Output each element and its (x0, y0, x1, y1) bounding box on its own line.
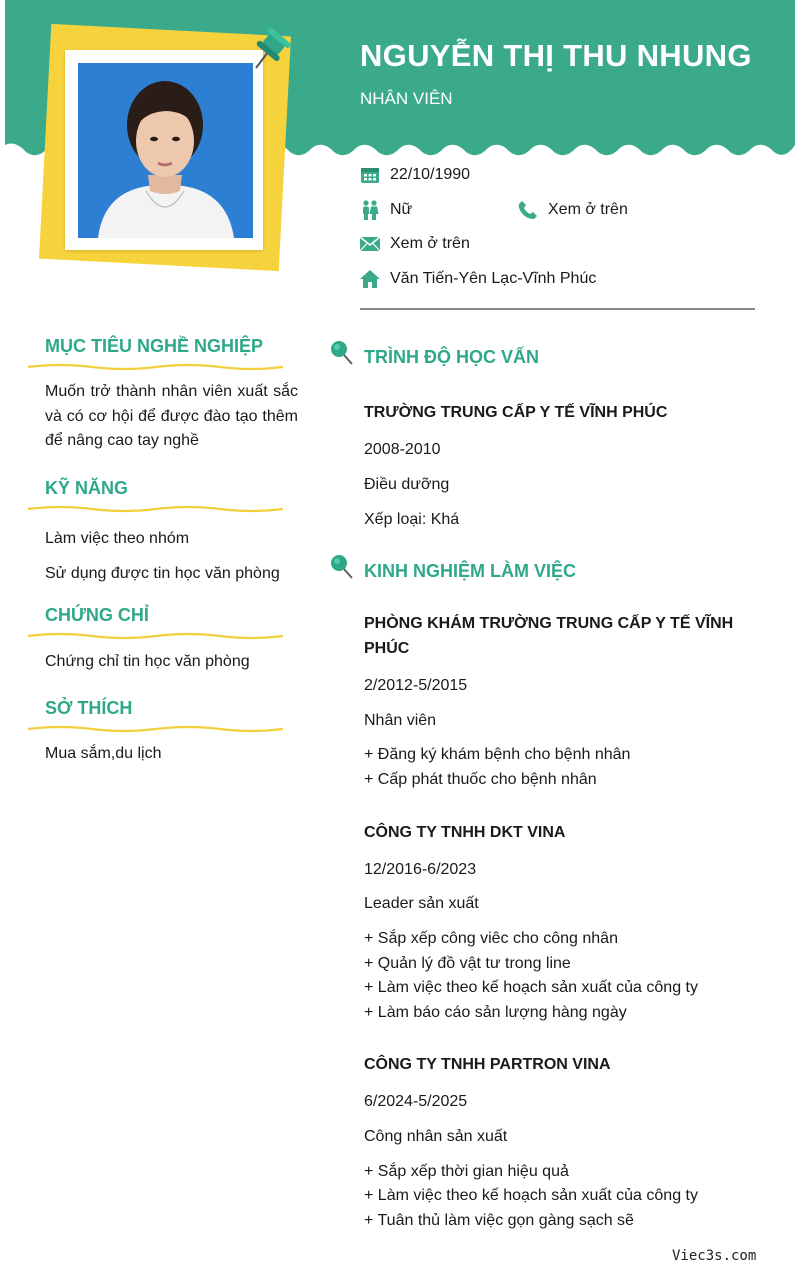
skill-item: Làm việc theo nhóm (45, 530, 190, 547)
watermark-footer: Viec3s.com (672, 1248, 757, 1264)
skills-heading: KỸ NĂNG (45, 478, 129, 498)
candidate-position: NHÂN VIÊN (360, 89, 453, 108)
job-duty: + Sắp xếp công viêc cho công nhân (364, 930, 618, 947)
job-duty: + Cấp phát thuốc cho bệnh nhân (364, 771, 597, 788)
job-duty: + Làm báo cáo sản lượng hàng ngày (364, 1004, 627, 1021)
pushpin-icon (248, 26, 292, 72)
education-period: 2008-2010 (364, 441, 441, 458)
birthday-row (360, 165, 470, 185)
email-text: Xem ở trên (390, 235, 470, 252)
company-name: CÔNG TY TNHH DKT VINA (364, 824, 566, 841)
job-duty: + Quản lý đồ vật tư trong line (364, 955, 571, 972)
photo-frame (65, 50, 263, 250)
experience-heading: KINH NGHIỆM LÀM VIỆC (364, 561, 577, 581)
job-duty: + Làm việc theo kế hoạch sản xuất của công ty (364, 1187, 698, 1204)
calendar-icon (360, 165, 380, 185)
envelope-icon (360, 234, 380, 254)
pushpin-icon (328, 338, 356, 366)
address-text: Văn Tiến-Yên Lạc-Vĩnh Phúc (390, 270, 597, 287)
education-grade: Xếp loại: Khá (364, 511, 460, 528)
email-row (360, 234, 470, 254)
objective-text: Muốn trở thành nhân viên xuất sắc và có cơ hội để được đào tạo thêm để nâng cao tay nghề (45, 383, 298, 449)
address-row (360, 269, 596, 289)
job-role: Nhân viên (364, 712, 437, 729)
certificates-heading: CHỨNG CHỈ (45, 605, 149, 625)
job-duty: + Đăng ký khám bệnh cho bệnh nhân (364, 746, 631, 763)
certificate-item: Chứng chỉ tin học văn phòng (45, 653, 250, 670)
job-duty: + Sắp xếp thời gian hiệu quả (364, 1163, 569, 1180)
candidate-name: NGUYỄN THỊ THU NHUNG (360, 38, 752, 73)
job-period: 6/2024-5/2025 (364, 1093, 468, 1110)
profile-photo (78, 63, 253, 238)
job-role: Công nhân sản xuất (364, 1128, 508, 1145)
job-period: 2/2012-5/2015 (364, 677, 468, 694)
pushpin-icon (328, 552, 356, 580)
hobby-item: Mua sắm,du lịch (45, 745, 162, 762)
phone-row (518, 200, 628, 220)
skills-underline (28, 504, 283, 514)
skill-item: Sử dụng được tin học văn phòng (45, 565, 280, 582)
phone-text: Xem ở trên (548, 201, 628, 218)
phone-icon (518, 200, 538, 220)
hobbies-underline (28, 724, 283, 734)
company-name: PHÒNG KHÁM TRƯỜNG TRUNG CẤP Y TẾ VĨNH PHÚC (364, 615, 734, 657)
school-name: TRƯỜNG TRUNG CẤP Y TẾ VĨNH PHÚC (364, 404, 668, 421)
job-period: 12/2016-6/2023 (364, 861, 477, 878)
hobbies-heading: SỞ THÍCH (45, 698, 133, 718)
birthday-text: 22/10/1990 (390, 166, 471, 183)
objective-heading: MỤC TIÊU NGHỀ NGHIỆP (45, 336, 264, 356)
education-heading: TRÌNH ĐỘ HỌC VẤN (364, 347, 539, 367)
gender-text: Nữ (390, 201, 413, 218)
gender-row (360, 200, 412, 220)
objective-underline (28, 362, 283, 372)
home-icon (360, 269, 380, 289)
gender-icon (360, 200, 380, 220)
company-name: CÔNG TY TNHH PARTRON VINA (364, 1056, 611, 1073)
certificates-underline (28, 631, 283, 641)
education-major: Điều dưỡng (364, 476, 450, 493)
job-duty: + Làm việc theo kế hoạch sản xuất của công ty (364, 979, 698, 996)
contact-divider (360, 308, 755, 310)
job-duty: + Tuân thủ làm việc gọn gàng sạch sẽ (364, 1212, 634, 1229)
job-role: Leader sản xuất (364, 895, 479, 912)
